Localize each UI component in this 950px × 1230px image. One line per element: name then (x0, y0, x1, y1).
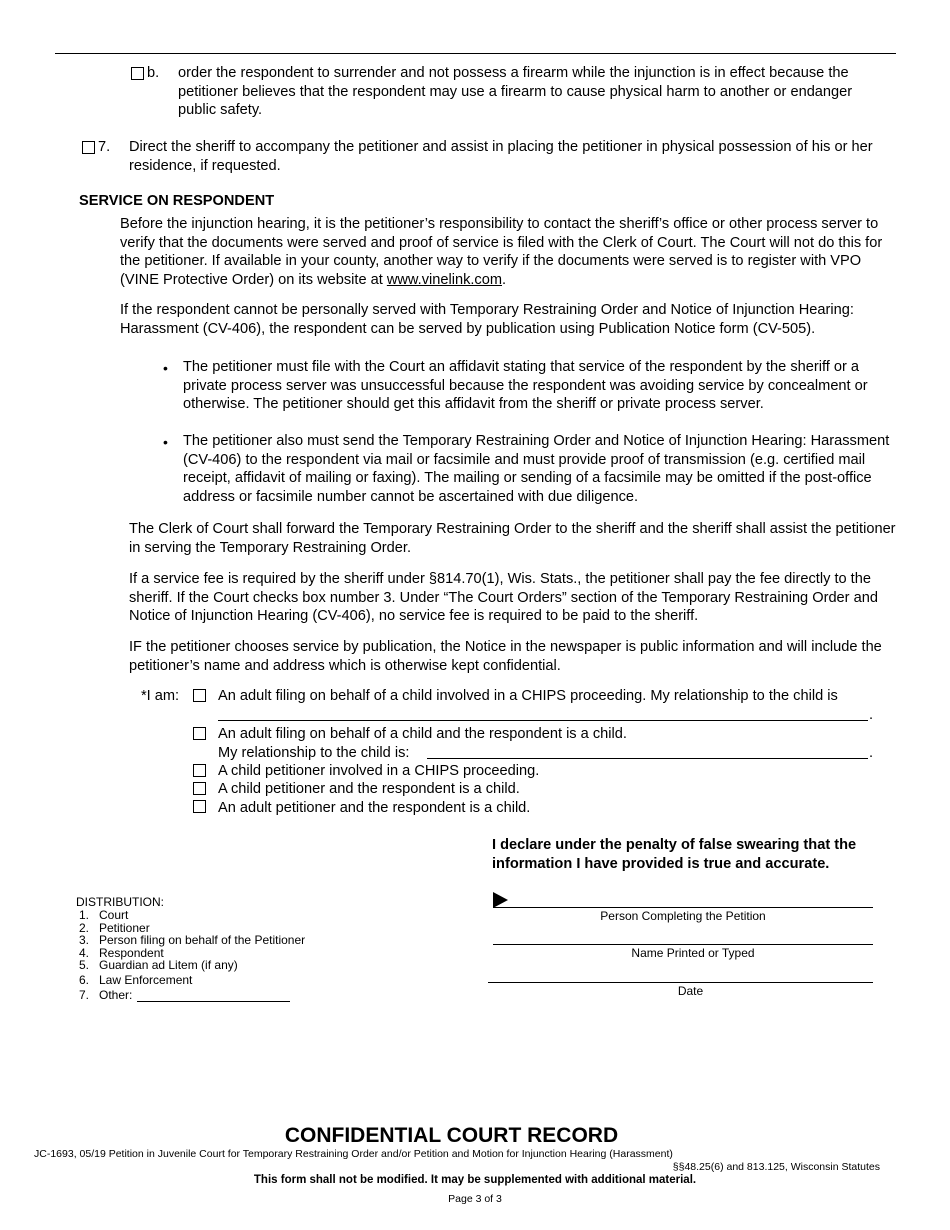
item-7-text: Direct the sheriff to accompany the petitioner and assist in placing the petitioner in physical possession of his or her residence, if requested. (129, 139, 873, 174)
item-7-label: 7. (98, 139, 111, 155)
distribution-title: DISTRIBUTION: (76, 895, 165, 909)
dist-num-5: 5. (79, 958, 90, 972)
service-para2: If the respondent cannot be personally served with Temporary Restraining Order and Notice of Injunction Hearing: Harassment (CV-406), the respondent can be served by publication using Publication Notice form (CV-505). (120, 302, 854, 337)
confidential-heading: CONFIDENTIAL COURT RECORD (284, 1124, 619, 1147)
dist-num-3: 3. (79, 933, 90, 947)
i-am-opt1-text: An adult filing on behalf of a child involved in a CHIPS proceeding. My relationship to the child is (218, 688, 838, 704)
item-b-checkbox[interactable] (131, 67, 144, 80)
i-am-opt2-period: . (869, 745, 874, 761)
item-b-label: b. (147, 65, 160, 81)
i-am-opt5-text: An adult petitioner and the respondent is a child. (218, 800, 531, 816)
dist-item-6: Law Enforcement (99, 973, 193, 987)
i-am-opt3-text: A child petitioner involved in a CHIPS proceeding. (218, 763, 540, 779)
signature-arrow-icon (493, 892, 509, 908)
bullet-dot-1: • (163, 360, 168, 376)
service-para3: The Clerk of Court shall forward the Temporary Restraining Order to the sheriff and the sheriff shall assist the petitioner in serving the Temporary Restraining Order. (129, 521, 896, 556)
i-am-opt2-relationship-line[interactable] (427, 758, 868, 759)
i-am-opt4-checkbox[interactable] (193, 782, 206, 795)
i-am-opt1-period: . (869, 707, 874, 723)
service-para1-end: . (502, 271, 507, 288)
i-am-opt1-relationship-line[interactable] (218, 720, 868, 721)
i-am-opt3-checkbox[interactable] (193, 764, 206, 777)
dist-item-4: Respondent (99, 946, 164, 960)
service-para1 (120, 215, 895, 289)
top-divider (55, 53, 896, 54)
i-am-opt2-checkbox[interactable] (193, 727, 206, 740)
dist-item-7: Other: (99, 988, 133, 1002)
dist-item-2: Petitioner (99, 921, 150, 935)
dist-item-1: Court (99, 908, 129, 922)
dist-item-5: Guardian ad Litem (if any) (99, 958, 238, 972)
item-7-checkbox[interactable] (82, 141, 95, 154)
declaration-text: I declare under the penalty of false swearing that the information I have provided is true and accurate. (492, 837, 857, 872)
date-label: Date (677, 984, 704, 998)
i-am-opt1-checkbox[interactable] (193, 689, 206, 702)
signature-label: Person Completing the Petition (600, 909, 766, 923)
vinelink-link[interactable]: www.vinelink.com (386, 271, 503, 288)
dist-num-2: 2. (79, 921, 90, 935)
dist-num-4: 4. (79, 946, 90, 960)
dist-num-6: 6. (79, 973, 90, 987)
i-am-opt2-text: An adult filing on behalf of a child and the respondent is a child. (218, 726, 627, 742)
form-identifier: JC-1693, 05/19 Petition in Juvenile Court for Temporary Restraining Order and/or Petition and Motion for Injunction Hearing (Harassment) (34, 1148, 673, 1160)
date-line[interactable] (488, 982, 873, 983)
dist-other-line[interactable] (137, 1001, 290, 1002)
dist-num-7: 7. (79, 988, 90, 1002)
service-heading: SERVICE ON RESPONDENT (79, 193, 275, 209)
i-am-opt4-text: A child petitioner and the respondent is a child. (218, 781, 520, 797)
name-printed-line[interactable] (493, 944, 873, 945)
service-bullet2: The petitioner also must send the Temporary Restraining Order and Notice of Injunction Hearing: Harassment (CV-406) to the respondent via mail or facsimile and must provide proof of transmission (e.g. certified mail receipt, affidavit of mailing or faxing). The mailing or sending of a facsimile may be omitted if the post-office address or facsimile number cannot be ascertained with due diligence. (183, 433, 890, 505)
bullet-dot-2: • (163, 434, 168, 450)
dist-item-3: Person filing on behalf of the Petitioner (99, 933, 306, 947)
page-number: Page 3 of 3 (448, 1193, 502, 1205)
service-para1-text: Before the injunction hearing, it is the petitioner’s responsibility to contact the sheriff’s office or other process server to verify that the documents were served and proof of service is filed with the Clerk of Court. The Court will not do this for the petitioner. If available in your county, another way to verify if the documents were served is to register with VPO (VINE Protective Order) on its website at (120, 216, 883, 288)
i-am-opt5-checkbox[interactable] (193, 800, 206, 813)
item-b-text: order the respondent to surrender and not possess a firearm while the injunction is in effect because the petitioner believes that the respondent may use a firearm to cause physical harm to another or endanger public safety. (178, 65, 853, 119)
statutes-reference: §§48.25(6) and 813.125, Wisconsin Statutes (672, 1161, 880, 1173)
form-notice: This form shall not be modified. It may be supplemented with additional material. (253, 1174, 697, 1186)
service-para5: IF the petitioner chooses service by publication, the Notice in the newspaper is public information and will include the petitioner’s name and address which is otherwise kept confidential. (129, 639, 882, 674)
signature-line[interactable] (493, 907, 873, 908)
service-bullet1: The petitioner must file with the Court an affidavit stating that service of the respondent by the sheriff or a private process server was unsuccessful because the respondent was avoiding service by concealment or otherwise. The petitioner should get this affidavit from the sheriff or private process server. (183, 359, 868, 413)
dist-num-1: 1. (79, 908, 90, 922)
service-para4: If a service fee is required by the sheriff under §814.70(1), Wis. Stats., the petitioner shall pay the fee directly to the sheriff. If the Court checks box number 3. Under “The Court Orders” section of the Temporary Restraining Order and Notice of Injunction Hearing (CV-406), no service fee is required to be paid to the sheriff. (129, 571, 878, 625)
i-am-label: *I am: (141, 688, 180, 704)
name-printed-label: Name Printed or Typed (631, 946, 755, 960)
i-am-opt2-relationship-label: My relationship to the child is: (218, 745, 410, 761)
